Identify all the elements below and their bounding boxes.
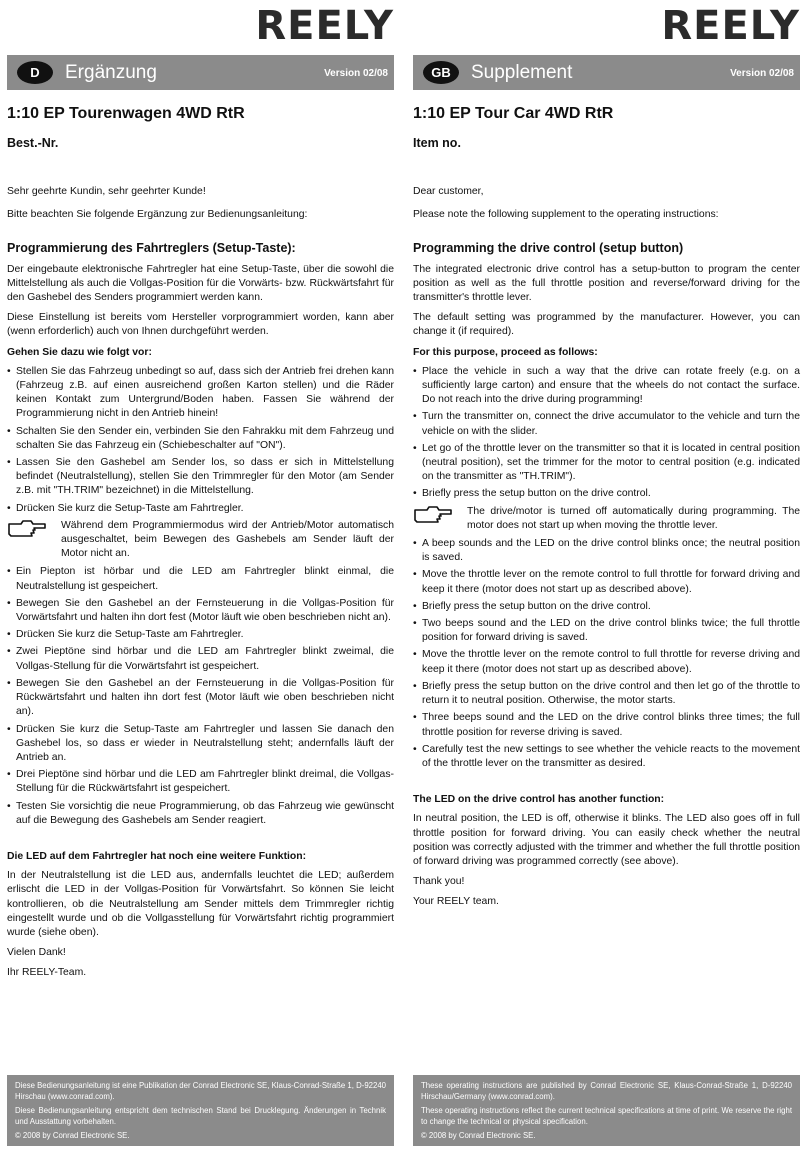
- list-item: • Place the vehicle in such a way that the drive can rotate freely (e.g. on a sufficiently large carton) and ensure that the wheels do not contact the surface. Do not reach into the drive during programming!: [413, 365, 800, 408]
- list-item: • Drücken Sie kurz die Setup-Taste am Fahrtregler.: [7, 502, 394, 516]
- paragraph: In neutral position, the LED is off, otherwise it blinks. The LED also goes off in full throttle position for forward driving. You can easily check whether the neutral position was correctly adjusted with the trimmer and whether the full throttle position of forward driving was programmed correctly (see above).: [413, 813, 800, 867]
- list-item: • Three beeps sound and the LED on the drive control blinks three times; the full throttle position for reverse driving is saved.: [413, 711, 800, 739]
- paragraph: The integrated electronic drive control has a setup-button to program the center position as well as the full throttle position and reverse/forward driving for the transmitter's throttle lever.: [413, 263, 800, 304]
- list-item: • Briefly press the setup button on the drive control and then let go of the throttle to return it to neutral position. Otherwise, the motor starts.: [413, 680, 800, 708]
- list-item: • Bewegen Sie den Gashebel an der Fernsteuerung in die Vollgas-Position für Vorwärtsfahrt und halten ihn dort fest (Motor läuft wie oben beschrieben nicht an).: [7, 597, 394, 625]
- list-item: • Drücken Sie kurz die Setup-Taste am Fahrtregler.: [7, 628, 394, 642]
- paragraph: Der eingebaute elektronische Fahrtregler hat eine Setup-Taste, über die sowohl die Mittelstellung als auch die Vollgas-Position für die Vorwärts- bzw. Rückwärtsfahrt für den Gashebel des Senders programmiert werden kann.: [7, 263, 394, 304]
- body-text: [413, 185, 800, 916]
- column-german: [7, 0, 394, 1156]
- footer-line: These operating instructions are published by Conrad Electronic SE, Klaus-Conrad-Straße 1, D-92240 Hirschau/Germany (www.conrad.com).: [421, 1081, 792, 1101]
- signature-text: Your REELY team.: [413, 896, 499, 908]
- list-item: • Schalten Sie den Sender ein, verbinden Sie den Fahrakku mit dem Fahrzeug und schalten Sie das Fahrzeug ein (Schiebeschalter auf "ON").: [7, 425, 394, 453]
- list-item: • Carefully test the new settings to see whether the vehicle reacts to the movement of the throttle lever on the transmitter as desired.: [413, 743, 800, 771]
- section-banner: [7, 55, 394, 90]
- body-text: [7, 185, 394, 987]
- steps-list: [413, 365, 800, 502]
- list-item: • Drücken Sie kurz die Setup-Taste am Fahrtregler und lassen Sie danach den Gashebel los, so dass er wieder in Neutralstellung steht; andernfalls läuft der Antrieb an.: [7, 723, 394, 766]
- heading-programming: Programming the drive control (setup button): [413, 241, 684, 256]
- footer-line: These operating instructions reflect the current technical specifications at time of print. We reserve the right to change the technical or physical specification.: [421, 1106, 792, 1126]
- section-title: Ergänzung: [65, 62, 157, 83]
- signature-text: Ihr REELY-Team.: [7, 967, 87, 979]
- heading-programming: Programmierung des Fahrtreglers (Setup-Taste):: [7, 241, 296, 256]
- section-banner: [413, 55, 800, 90]
- item-number-label: Item no.: [413, 136, 461, 150]
- note-block: [7, 519, 394, 562]
- list-item: • Lassen Sie den Gashebel am Sender los, so dass er sich in Mittelstellung befindet (Neutralstellung), stellen Sie den Trimmregler für den Motor (am Sender z.B. mit "TH.TRIM" bezeichnet) in die Mittelstellung.: [7, 456, 394, 499]
- list-item: • Move the throttle lever on the remote control to full throttle for reverse driving and keep it there (motor does not start up as described above).: [413, 648, 800, 676]
- footer-box: [7, 1075, 394, 1146]
- pointing-hand-icon: [7, 518, 47, 538]
- brand-logo: REELY: [255, 3, 394, 49]
- column-english: [413, 0, 800, 1156]
- product-title: 1:10 EP Tour Car 4WD RtR: [413, 105, 614, 122]
- paragraph: The default setting was programmed by the manufacturer. However, you can change it (if required).: [413, 312, 800, 338]
- heading-led-function: The LED on the drive control has another function:: [413, 794, 665, 806]
- note-text: Während dem Programmiermodus wird der Antrieb/Motor automatisch ausgeschaltet, beim Bewegen des Gashebels am Sender läuft der Motor nicht an.: [61, 519, 394, 560]
- steps-list: [7, 365, 394, 516]
- list-item: • Ein Piepton ist hörbar und die LED am Fahrtregler blinkt einmal, die Neutralstellung ist gespeichert.: [7, 565, 394, 593]
- item-number-label: Best.-Nr.: [7, 136, 59, 150]
- language-badge: GB: [423, 61, 459, 84]
- list-item: • Briefly press the setup button on the drive control.: [413, 600, 800, 614]
- list-item: • Testen Sie vorsichtig die neue Programmierung, ob das Fahrzeug wie gewünscht auf die Bewegung des Gashebels am Sender reagiert.: [7, 800, 394, 828]
- section-title: Supplement: [471, 62, 573, 83]
- brand-logo: REELY: [661, 3, 800, 49]
- list-item: • A beep sounds and the LED on the drive control blinks once; the neutral position is saved.: [413, 537, 800, 565]
- paragraph: Diese Einstellung ist bereits vom Hersteller vorprogrammiert worden, kann aber (wenn erforderlich) auch von Ihnen durchgeführt werden.: [7, 312, 394, 338]
- steps-list: [413, 537, 800, 771]
- proceed-heading: Gehen Sie dazu wie folgt vor:: [7, 346, 152, 358]
- intro-text: Bitte beachten Sie folgende Ergänzung zur Bedienungsanleitung:: [7, 209, 308, 221]
- footer-line: Diese Bedienungsanleitung entspricht dem technischen Stand bei Drucklegung. Änderungen in Technik und Ausstattung vorbehalten.: [15, 1106, 386, 1126]
- note-text: The drive/motor is turned off automatically during programming. The motor does not start up when moving the throttle lever.: [467, 505, 800, 531]
- greeting: Sehr geehrte Kundin, sehr geehrter Kunde!: [7, 186, 206, 197]
- intro-text: Please note the following supplement to the operating instructions:: [413, 209, 719, 221]
- pointing-hand-icon: [413, 504, 453, 524]
- heading-led-function: Die LED auf dem Fahrtregler hat noch eine weitere Funktion:: [7, 850, 307, 862]
- list-item: • Zwei Pieptöne sind hörbar und die LED am Fahrtregler blinkt zweimal, die Vollgas-Stellung für die Vorwärtsfahrt ist gespeichert.: [7, 645, 394, 673]
- list-item: • Two beeps sound and the LED on the drive control blinks twice; the full throttle position for forward driving is saved.: [413, 617, 800, 645]
- footer-line: © 2008 by Conrad Electronic SE.: [421, 1131, 536, 1140]
- proceed-heading: For this purpose, proceed as follows:: [413, 346, 598, 358]
- thanks-text: Vielen Dank!: [7, 947, 66, 959]
- footer-box: [413, 1075, 800, 1146]
- version-label: Version 02/08: [324, 68, 388, 79]
- list-item: • Turn the transmitter on, connect the drive accumulator to the vehicle and turn the vehicle on with the slider.: [413, 410, 800, 438]
- footer-line: © 2008 by Conrad Electronic SE.: [15, 1131, 130, 1140]
- list-item: • Move the throttle lever on the remote control to full throttle for forward driving and keep it there (motor does not start up as described above).: [413, 568, 800, 596]
- paragraph: In der Neutralstellung ist die LED aus, andernfalls leuchtet die LED; außerdem erlischt die LED in der Vollgas-Position für Vorwärtsfahrt. So können Sie leicht kontrollieren, ob die Neutralstellung am Sender mittels dem Trimmregler richtig eingestellt wurde und ob die Vollgasstellung für Vorwärtsfahrt richtig programmiert wurde (siehe oben).: [7, 870, 394, 938]
- note-block: [413, 505, 800, 533]
- language-badge: D: [17, 61, 53, 84]
- version-label: Version 02/08: [730, 68, 794, 79]
- product-title: 1:10 EP Tourenwagen 4WD RtR: [7, 105, 245, 122]
- list-item: • Bewegen Sie den Gashebel an der Fernsteuerung in die Vollgas-Position für Rückwärtsfahrt und halten ihn dort fest (Motor läuft wie oben beschrieben nicht an).: [7, 677, 394, 720]
- thanks-text: Thank you!: [413, 876, 465, 888]
- list-item: • Briefly press the setup button on the drive control.: [413, 487, 800, 501]
- greeting: Dear customer,: [413, 186, 484, 197]
- list-item: • Stellen Sie das Fahrzeug unbedingt so auf, dass sich der Antrieb frei drehen kann (Fahrzeug z.B. auf einen ausreichend großen Karton stellen) und die Räder keinen Kontakt zum Untergrund/Boden haben. Fassen Sie während der Programmierung nicht in den Antrieb hinein!: [7, 365, 394, 422]
- footer-line: Diese Bedienungsanleitung ist eine Publikation der Conrad Electronic SE, Klaus-Conrad-Straße 1, D-92240 Hirschau (www.conrad.com).: [15, 1081, 386, 1101]
- list-item: • Drei Pieptöne sind hörbar und die LED am Fahrtregler blinkt dreimal, die Vollgas-Stellung für die Rückwärtsfahrt ist gespeichert.: [7, 768, 394, 796]
- steps-list: [7, 565, 394, 827]
- list-item: • Let go of the throttle lever on the transmitter so that it is located in central position (neutral position), set the trimmer for the motor to central position (e.g. indicated on the transmitter as "TH.TRIM").: [413, 442, 800, 485]
